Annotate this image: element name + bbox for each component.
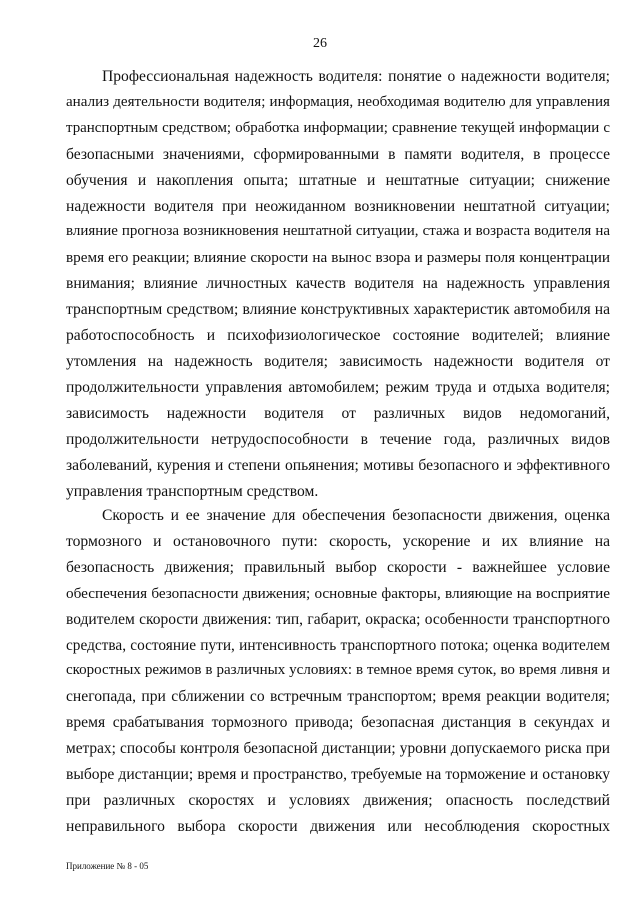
text-line: средства, состояние пути, интенсивность транспортного потока; оценка водителем <box>66 636 610 654</box>
text-line: обучения и накопления опыта; штатные и нештатные ситуации; снижение <box>66 171 610 189</box>
text-line: влияние прогноза возникновения нештатной ситуации, стажа и возраста водителя на <box>66 223 610 240</box>
text-line: безопасность движения; правильный выбор скорости - важнейшее условие <box>66 558 610 576</box>
text-line: анализ деятельности водителя; информация, необходимая водителю для управления <box>66 93 610 110</box>
text-line: Скорость и ее значение для обеспечения безопасности движения, оценка <box>102 507 610 524</box>
footer-appendix-label: Приложение № 8 - 05 <box>66 861 149 871</box>
page-number: 26 <box>313 36 327 51</box>
text-line: внимания; влияние личностных качеств водителя на надежность управления <box>66 275 610 293</box>
text-line: водителем скорости движения: тип, габарит, окраска; особенности транспортного <box>66 610 610 628</box>
text-line: продолжительности нетрудоспособности в течение года, различных видов <box>66 430 610 448</box>
text-line: работоспособность и психофизиологическое состояние водителей; влияние <box>66 327 610 345</box>
text-line: скоростных режимов в различных условиях: в темное время суток, во время ливня и <box>66 662 610 679</box>
paragraph-speed-safety <box>66 503 610 840</box>
text-line: заболеваний, курения и степени опьянения; мотивы безопасного и эффективного <box>66 456 610 474</box>
text-line: неправильного выбора скорости движения или несоблюдения скоростных <box>66 817 610 835</box>
text-line: надежности водителя при неожиданном возникновении нештатной ситуации; <box>66 197 610 215</box>
text-line: метрах; способы контроля безопасной дистанции; уровни допускаемого риска при <box>66 740 610 758</box>
text-line: тормозного и остановочного пути: скорость, ускорение и их влияние на <box>66 532 610 550</box>
text-line: при различных скоростях и условиях движения; опасность последствий <box>66 791 610 809</box>
text-line: снегопада, при сближении со встречным транспортом; время реакции водителя; <box>66 688 610 706</box>
text-line: время срабатывания тормозного привода; безопасная дистанция в секундах и <box>66 714 610 732</box>
paragraph-driver-reliability <box>66 64 610 504</box>
text-line: Профессиональная надежность водителя: понятие о надежности водителя; <box>102 68 610 85</box>
text-line: продолжительности управления автомобилем; режим труда и отдыха водителя; <box>66 378 610 396</box>
text-line: выборе дистанции; время и пространство, требуемые на торможение и остановку <box>66 766 610 784</box>
text-line: безопасными значениями, сформированными в памяти водителя, в процессе <box>66 145 610 163</box>
text-line: утомления на надежность водителя; зависимость надежности водителя от <box>66 352 610 370</box>
text-line: транспортным средством; влияние конструктивных характеристик автомобиля на <box>66 301 610 319</box>
text-line: транспортным средством; обработка информации; сравнение текущей информации с <box>66 119 610 136</box>
text-line: управления транспортным средством. <box>66 482 319 500</box>
text-line: время его реакции; влияние скорости на вынос взора и размеры поля концентрации <box>66 249 610 267</box>
text-line: обеспечения безопасности движения; основные факторы, влияющие на восприятие <box>66 584 610 602</box>
text-line: зависимость надежности водителя от различных видов недомоганий, <box>66 404 610 422</box>
